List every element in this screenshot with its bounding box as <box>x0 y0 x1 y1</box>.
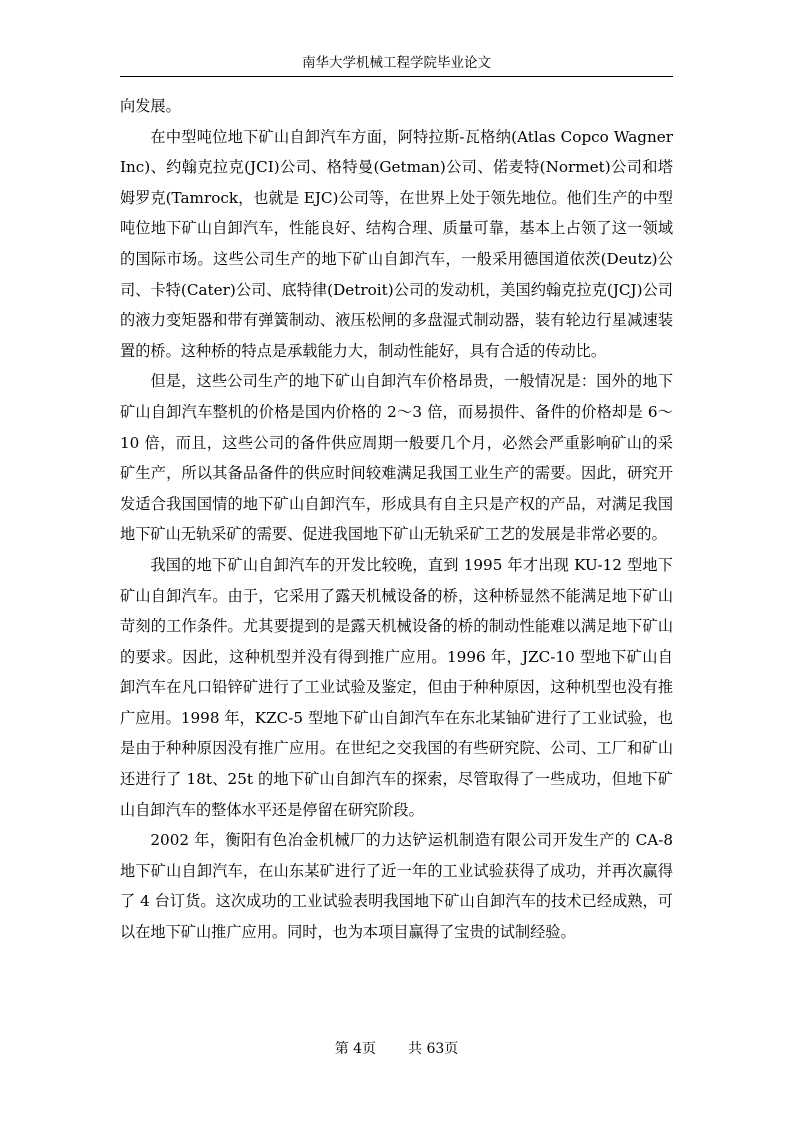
body-text <box>120 91 673 948</box>
page-number: 第 4页 <box>334 1041 377 1057</box>
paragraph-continuation: 向发展。 <box>120 97 181 115</box>
paragraph-foreign-manufacturers: 在中型吨位地下矿山自卸汽车方面，阿特拉斯-瓦格纳(Atlas Copco Wagner Inc)、约翰克拉克(JCI)公司、格特曼(Getman)公司、偌麦特(Normet)公司和塔姆罗克(Tamrock，也就是 EJC)公司等，在世界上处于领先地位。他们生产的中型吨位地下矿山自卸汽车，性能良好、结构合理、质量可靠，基本上占领了这一领域的国际市场。这些公司生产的地下矿山自卸汽车，一般采用德国道依茨(Deutz)公司、卡特(Cater)公司、底特律(Detroit)公司的发动机，美国约翰克拉克(JCJ)公司的液力变矩器和带有弹簧制动、液压松闸的多盘湿式制动器，装有轮边行星减速装置的桥。这种桥的特点是承载能力大，制动性能好，具有合适的传动比。 <box>120 127 673 360</box>
page-total: 共 63页 <box>408 1041 459 1057</box>
running-header: 南华大学机械工程学院毕业论文 <box>302 55 491 71</box>
paragraph-ca8-success: 2002 年，衡阳有色冶金机械厂的力达铲运机制造有限公司开发生产的 CA-8 地下矿山自卸汽车，在山东某矿进行了近一年的工业试验获得了成功，并再次赢得了 4 台订货。这次成功的工业试验表明我国地下矿山自卸汽车的技术已经成熟，可以在地下矿山推广应用。同时，也为本项目赢得了宝贵的试制经验。 <box>120 831 673 942</box>
paragraph-price-problem: 但是，这些公司生产的地下矿山自卸汽车价格昂贵，一般情况是：国外的地下矿山自卸汽车整机的价格是国内价格的 2～3 倍，而易损件、备件的价格却是 6～10 倍，而且，这些公司的备件供应周期一般要几个月，必然会严重影响矿山的采矿生产，所以其备品备件的供应时间较难满足我国工业生产的需要。因此，研究开发适合我国国情的地下矿山自卸汽车，形成具有自主只是产权的产品，对满足我国地下矿山无轨采矿的需要、促进我国地下矿山无轨采矿工艺的发展是非常必要的。 <box>120 372 673 544</box>
page-footer <box>120 1039 673 1059</box>
header-divider <box>120 76 673 77</box>
paragraph-domestic-history: 我国的地下矿山自卸汽车的开发比较晚，直到 1995 年才出现 KU-12 型地下矿山自卸汽车。由于，它采用了露天机械设备的桥，这种桥显然不能满足地下矿山苛刻的工作条件。尤其要提到的是露天机械设备的桥的制动性能难以满足地下矿山的要求。因此，这种机型并没有得到推广应用。1996 年，JZC-10 型地下矿山自卸汽车在凡口铅锌矿进行了工业试验及鉴定，但由于种种原因，这种机型也没有推广应用。1998 年，KZC-5 型地下矿山自卸汽车在东北某铀矿进行了工业试验，也是由于种种原因没有推广应用。在世纪之交我国的有些研究院、公司、工厂和矿山还进行了 18t、25t 的地下矿山自卸汽车的探索，尽管取得了一些成功，但地下矿山自卸汽车的整体水平还是停留在研究阶段。 <box>120 555 673 819</box>
